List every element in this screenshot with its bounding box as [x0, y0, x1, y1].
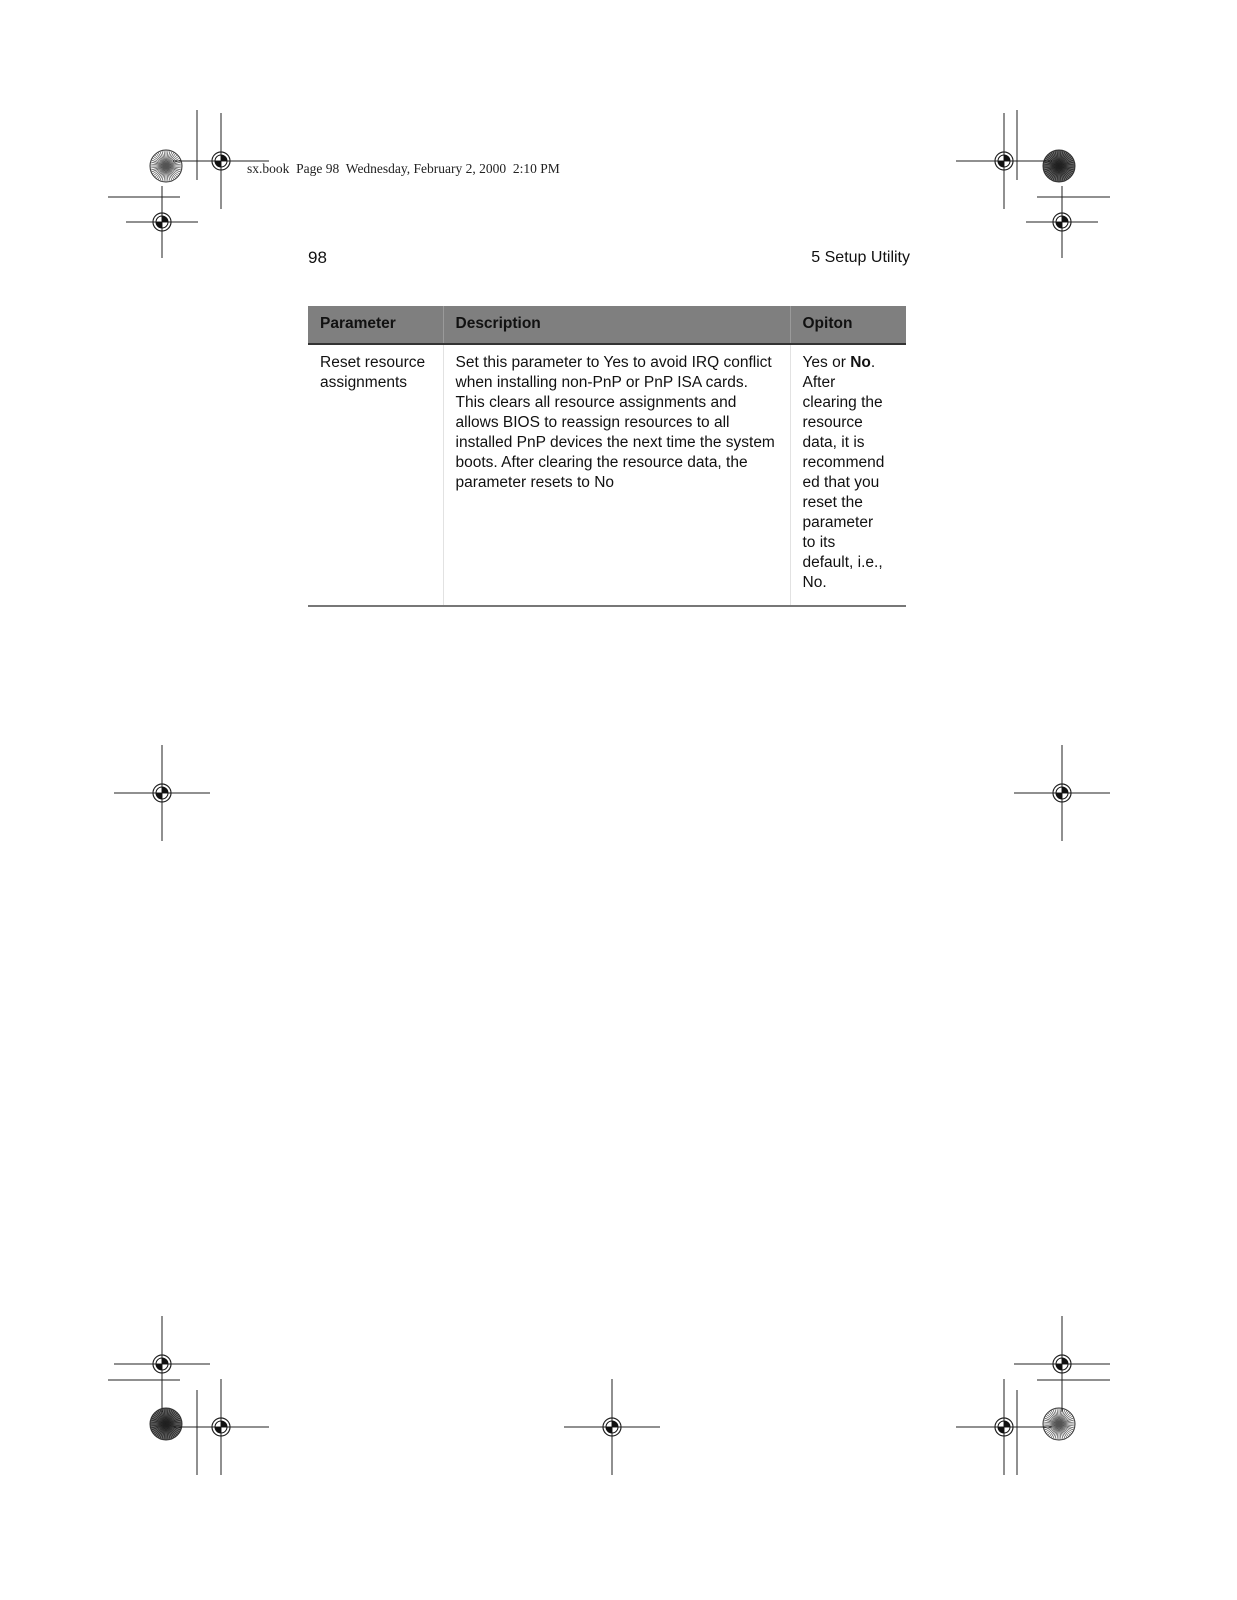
table-row — [308, 344, 906, 606]
registration-target-icon — [173, 1379, 269, 1475]
registration-target-icon — [1014, 745, 1110, 841]
print-slug — [247, 161, 560, 177]
running-head: 5 Setup Utility — [811, 249, 910, 266]
slug-time: 2:10 PM — [512, 161, 560, 176]
column-header-parameter: Parameter — [308, 306, 443, 344]
option-note: . After clearing the resource data, it is recommend ed that you reset the parameter to its default, i.e., No. — [802, 354, 885, 591]
slug-page: Page 98 — [296, 161, 340, 176]
slug-book: sx.book — [247, 161, 290, 176]
description-cell: Set this parameter to Yes to avoid IRQ conflict when installing non-PnP or PnP ISA cards. This clears all resource assignments and allows BIOS to reassign resources to all installed PnP devices the next time the system boots. After clearing the resource data, the parameter resets to No — [443, 344, 790, 606]
registration-target-icon — [956, 113, 1052, 209]
registration-target-icon — [564, 1379, 660, 1475]
option-prefix: Yes or — [802, 354, 851, 371]
column-header-option: Opiton — [790, 306, 906, 344]
color-bar-starburst-icon — [150, 1408, 182, 1440]
option-cell — [790, 344, 906, 606]
table-header-row — [308, 306, 906, 344]
option-default-value: No — [850, 354, 871, 371]
parameter-cell: Reset resource assignments — [308, 344, 443, 606]
page-number: 98 — [308, 248, 327, 267]
registration-target-icon — [114, 745, 210, 841]
registration-target-icon — [1014, 1316, 1110, 1412]
column-header-description: Description — [443, 306, 790, 344]
color-bar-starburst-icon — [1043, 150, 1075, 182]
registration-target-icon — [956, 1379, 1052, 1475]
color-bar-starburst-icon — [1043, 1408, 1075, 1440]
parameter-table — [308, 306, 906, 607]
slug-date: Wednesday, February 2, 2000 — [345, 161, 507, 176]
registration-target-icon — [114, 1316, 210, 1412]
color-bar-starburst-icon — [150, 150, 182, 182]
